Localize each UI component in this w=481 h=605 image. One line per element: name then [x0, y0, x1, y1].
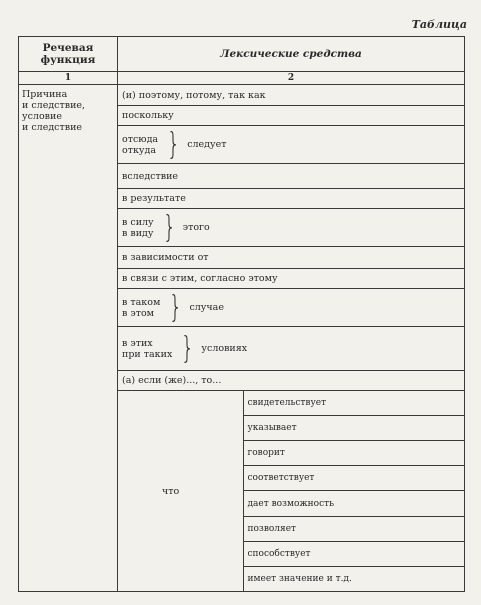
column-number-1: 1 — [19, 72, 118, 85]
speech-function-cell — [19, 85, 118, 592]
curly-brace-icon: } — [169, 289, 183, 325]
brace-item: при таких — [122, 348, 173, 360]
verb-row: свидетельствует — [243, 391, 464, 416]
verb-row: имеет значение и т.д. — [243, 566, 464, 591]
verb-row: указывает — [243, 416, 464, 441]
verb-row: способствует — [243, 541, 464, 566]
lexical-means-table — [18, 36, 465, 592]
lexical-row: в зависимости от — [118, 247, 465, 269]
brace-item: в силу — [122, 216, 154, 228]
lexical-row: в связи с этим, согласно этому — [118, 269, 465, 289]
function-line: и следствие, — [22, 100, 86, 111]
brace-tail: следует — [187, 139, 227, 150]
brace-item: в этом — [122, 307, 155, 319]
verb-row: позволяет — [243, 516, 464, 541]
lexical-row-brace — [118, 209, 465, 247]
verb-row: соответствует — [243, 466, 464, 491]
lexical-row-brace — [118, 126, 465, 164]
lexical-row: вследствие — [118, 164, 465, 189]
table-caption: Таблица — [411, 18, 467, 31]
column-number-2: 2 — [118, 72, 465, 85]
lexical-row-brace — [118, 327, 465, 371]
curly-brace-icon: } — [162, 209, 176, 245]
function-line: условие — [22, 111, 62, 122]
brace-tail: случае — [189, 302, 224, 313]
brace-item: в этих — [122, 337, 153, 349]
verb-row: говорит — [243, 441, 464, 466]
curly-brace-icon: } — [166, 126, 181, 162]
verb-row: дает возможность — [243, 491, 464, 516]
header-lexical-means: Лексические средства — [118, 37, 465, 72]
lexical-row-brace — [118, 289, 465, 327]
function-line: Причина — [22, 89, 68, 100]
brace-item: в таком — [122, 296, 161, 308]
brace-tail: условиях — [201, 343, 248, 354]
brace-item: отсюда — [122, 133, 159, 145]
lexical-row: (а) если (же)..., то... — [118, 371, 465, 391]
chto-label: что — [162, 485, 180, 497]
chto-block — [118, 391, 465, 592]
brace-item: в виду — [122, 227, 154, 239]
lexical-row: в результате — [118, 189, 465, 209]
lexical-row: поскольку — [118, 106, 465, 126]
lexical-row: (и) поэтому, потому, так как — [118, 85, 465, 106]
brace-item: откуда — [122, 144, 157, 156]
chto-label-cell — [118, 391, 243, 591]
header-speech-function: Речевая функция — [19, 37, 118, 72]
chto-verbs-table — [118, 391, 464, 591]
curly-brace-icon: } — [181, 330, 195, 366]
function-line: и следствие — [22, 122, 83, 133]
brace-tail: этого — [182, 222, 210, 233]
